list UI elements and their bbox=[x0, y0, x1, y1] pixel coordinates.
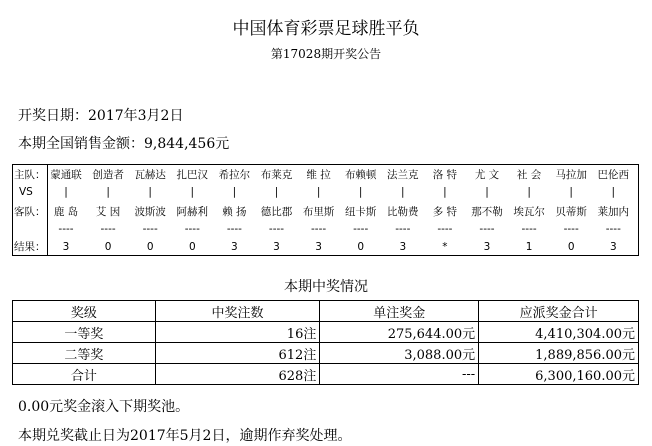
dash-separator: ---- bbox=[142, 223, 158, 235]
match-result: * bbox=[442, 241, 448, 253]
result-row bbox=[13, 239, 638, 255]
dash-separator: ---- bbox=[437, 223, 453, 235]
result-label: 结果： bbox=[14, 241, 46, 253]
prize-level: 二等奖 bbox=[13, 343, 156, 364]
match-result: 3 bbox=[273, 241, 280, 253]
home-team: 法兰克 bbox=[387, 169, 419, 181]
away-team: 比勒费 bbox=[387, 206, 419, 218]
vs-separator: | bbox=[358, 186, 363, 198]
match-result: 0 bbox=[567, 241, 575, 253]
dash-separator: ---- bbox=[58, 223, 74, 235]
away-team: 布里斯 bbox=[302, 206, 335, 218]
prize-level: 一等奖 bbox=[13, 322, 156, 343]
away-team: 多 特 bbox=[432, 206, 458, 218]
match-result: 0 bbox=[188, 241, 196, 253]
sales-amount: 本期全国销售金额：9,844,456元 bbox=[18, 136, 230, 152]
prize-total: 6,300,160.00元 bbox=[479, 364, 639, 385]
away-row bbox=[13, 204, 638, 220]
prize-single: 3,088.00元 bbox=[320, 343, 479, 364]
match-result: 3 bbox=[483, 241, 491, 253]
draw-date: 开奖日期：2017年3月2日 bbox=[18, 108, 184, 124]
prize-single: 275,644.00元 bbox=[320, 322, 479, 343]
vs-row bbox=[13, 184, 638, 200]
vs-separator: | bbox=[232, 186, 237, 198]
vs-separator: | bbox=[274, 186, 279, 198]
dash-separator: ---- bbox=[226, 223, 242, 235]
prize-header-row bbox=[13, 301, 639, 322]
home-team: 尤 文 bbox=[474, 169, 500, 181]
away-label: 客队： bbox=[14, 206, 46, 218]
match-result: 0 bbox=[146, 241, 154, 253]
vs-separator: | bbox=[485, 186, 489, 198]
home-team: 扎巴汉 bbox=[176, 169, 209, 181]
prize-count: 628注 bbox=[155, 364, 320, 385]
dash-separator: ---- bbox=[479, 223, 495, 235]
match-result: 1 bbox=[525, 241, 533, 253]
away-team: 纽卡斯 bbox=[344, 206, 377, 218]
home-team: 希拉尔 bbox=[218, 169, 251, 181]
away-team: 埃瓦尔 bbox=[513, 206, 545, 218]
vs-separator: | bbox=[527, 186, 531, 198]
vs-separator: | bbox=[401, 186, 405, 198]
page-title: 中国体育彩票足球胜平负 bbox=[232, 19, 420, 39]
prize-count: 16注 bbox=[155, 322, 320, 343]
prize-section-title: 本期中奖情况 bbox=[284, 279, 368, 295]
issue-subtitle: 第17028期开奖公告 bbox=[270, 47, 382, 61]
prize-total: 4,410,304.00元 bbox=[479, 322, 639, 343]
prize-row bbox=[13, 343, 639, 364]
prize-count: 612注 bbox=[155, 343, 320, 364]
home-team: 蒙通联 bbox=[50, 169, 82, 181]
away-team: 莱加内 bbox=[597, 206, 630, 218]
vs-separator: | bbox=[148, 186, 152, 198]
prize-row bbox=[13, 322, 639, 343]
away-team: 鹿 岛 bbox=[53, 206, 79, 218]
home-team: 社 会 bbox=[516, 169, 542, 181]
away-team: 那不勒 bbox=[471, 206, 503, 218]
home-team: 瓦赫达 bbox=[134, 169, 166, 181]
match-result: 0 bbox=[357, 241, 365, 253]
home-team: 布赖顿 bbox=[344, 169, 377, 181]
home-team: 创造者 bbox=[92, 169, 124, 181]
home-label: 主队： bbox=[14, 169, 46, 181]
vs-separator: | bbox=[611, 186, 616, 198]
dash-separator: ---- bbox=[521, 223, 537, 235]
prize-single: --- bbox=[320, 364, 479, 385]
vs-separator: | bbox=[64, 186, 68, 198]
prize-level: 合计 bbox=[13, 364, 156, 385]
match-result: 3 bbox=[609, 241, 617, 253]
prize-total-row bbox=[13, 364, 639, 385]
away-team: 赖 扬 bbox=[222, 206, 247, 218]
away-team: 波斯波 bbox=[134, 206, 166, 218]
away-team: 德比郡 bbox=[260, 206, 293, 218]
home-team: 布莱克 bbox=[260, 169, 293, 181]
home-team: 巴伦西 bbox=[597, 169, 630, 181]
header-level: 奖级 bbox=[13, 301, 156, 322]
dash-separator: ---- bbox=[395, 223, 411, 235]
dash-separator: ---- bbox=[100, 223, 116, 235]
vs-separator: | bbox=[443, 186, 447, 198]
vs-separator: | bbox=[569, 186, 573, 198]
vs-separator: | bbox=[106, 186, 110, 198]
vs-separator: | bbox=[316, 186, 321, 198]
dash-row bbox=[13, 221, 638, 237]
match-result: 3 bbox=[231, 241, 238, 253]
match-result: 0 bbox=[104, 241, 112, 253]
match-result: 3 bbox=[62, 241, 70, 253]
prize-table bbox=[12, 300, 639, 385]
dash-separator: ---- bbox=[311, 223, 327, 235]
header-single: 单注奖金 bbox=[320, 301, 479, 322]
vs-label: VS bbox=[19, 186, 33, 198]
home-team: 维 拉 bbox=[306, 169, 331, 181]
dash-separator: ---- bbox=[184, 223, 200, 235]
dash-separator: ---- bbox=[563, 223, 579, 235]
dash-separator: ---- bbox=[605, 223, 621, 235]
away-team: 阿赫利 bbox=[176, 206, 209, 218]
away-team: 艾 因 bbox=[95, 206, 121, 218]
home-team: 马拉加 bbox=[555, 169, 587, 181]
prize-total: 1,889,856.00元 bbox=[479, 343, 639, 364]
header-total: 应派奖金合计 bbox=[479, 301, 639, 322]
home-row bbox=[13, 167, 638, 183]
match-table bbox=[12, 164, 639, 256]
away-team: 贝蒂斯 bbox=[555, 206, 587, 218]
dash-separator: ---- bbox=[268, 223, 285, 235]
header-count: 中奖注数 bbox=[155, 301, 320, 322]
match-result: 3 bbox=[315, 241, 322, 253]
dash-separator: ---- bbox=[353, 223, 369, 235]
vs-separator: | bbox=[190, 186, 195, 198]
home-team: 洛 特 bbox=[432, 169, 458, 181]
match-result: 3 bbox=[399, 241, 407, 253]
deadline-note: 本期兑奖截止日为2017年5月2日，逾期作弃奖处理。 bbox=[18, 428, 352, 444]
rollover-note: 0.00元奖金滚入下期奖池。 bbox=[18, 399, 190, 415]
